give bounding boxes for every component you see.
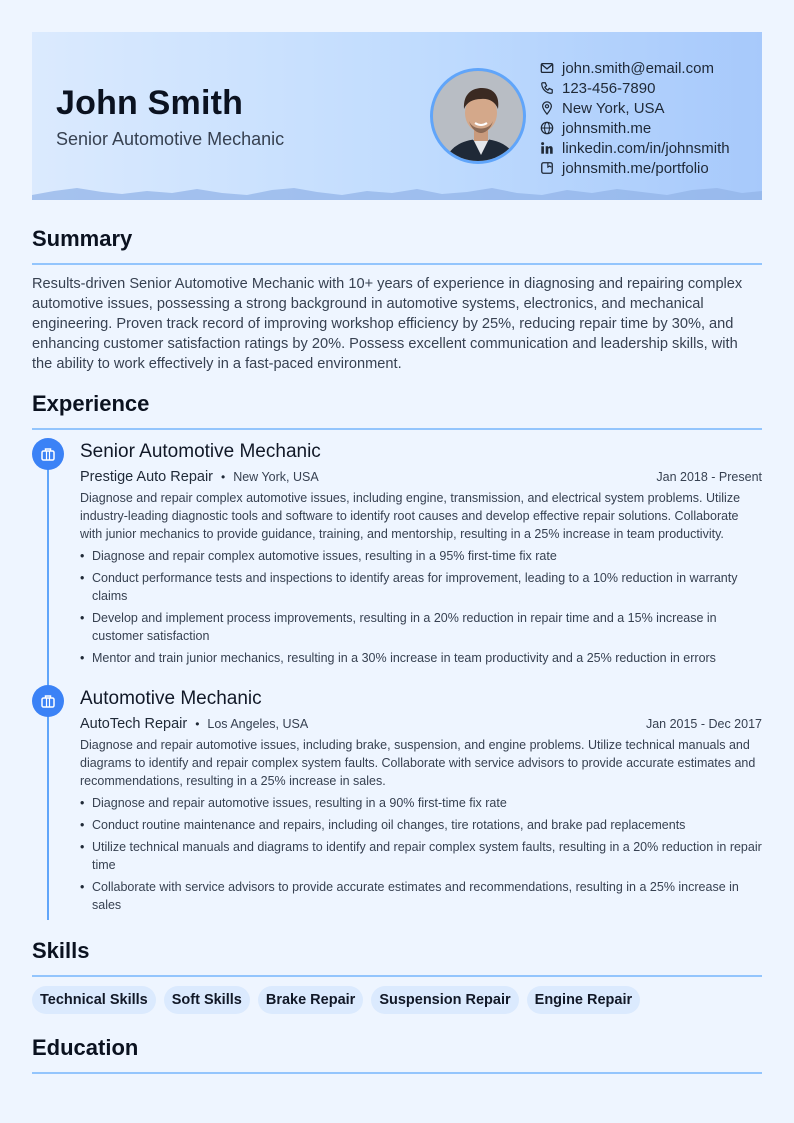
- job-entry: [80, 439, 762, 671]
- contact-text: 123-456-7890: [562, 79, 656, 97]
- briefcase-icon: [40, 693, 56, 709]
- list-item: • Diagnose and repair automotive issues, resulting in a 90% first-time fix rate: [80, 794, 762, 812]
- summary-heading: Summary: [32, 226, 133, 251]
- job-dates: Jan 2015 - Dec 2017: [645, 717, 762, 731]
- job-meta: [80, 712, 762, 736]
- linkedin-icon: [540, 141, 554, 155]
- job-achievements: [80, 794, 762, 914]
- portfolio-icon: [540, 161, 554, 175]
- contact-text: johnsmith.me/portfolio: [562, 159, 709, 177]
- job-entry: [80, 686, 762, 918]
- job-marker: [32, 685, 64, 717]
- job-marker: [32, 438, 64, 470]
- summary-divider: [32, 263, 762, 265]
- contact-location: [540, 98, 730, 118]
- phone-icon: [540, 81, 554, 95]
- contact-text: linkedin.com/in/johnsmith: [562, 139, 730, 157]
- skills-list: [32, 986, 640, 1014]
- job-location: New York, USA: [233, 470, 319, 484]
- list-item: • Diagnose and repair complex automotive issues, resulting in a 95% first-time fix rate: [80, 547, 762, 565]
- meta-separator: •: [195, 717, 200, 731]
- job-company: Prestige Auto Repair: [80, 469, 213, 485]
- skill-chip: Soft Skills: [164, 986, 250, 1014]
- job-company: AutoTech Repair: [80, 716, 188, 732]
- education-divider: [32, 1072, 762, 1074]
- skills-divider: [32, 975, 762, 977]
- list-item: • Collaborate with service advisors to provide accurate estimates and recommendations, resulting in a 25% increase in sales: [80, 878, 762, 914]
- skill-chip: Engine Repair: [527, 986, 641, 1014]
- contact-list: [540, 58, 730, 178]
- list-item: • Conduct routine maintenance and repairs, including oil changes, tire rotations, and brake pad replacements: [80, 816, 762, 834]
- candidate-name: John Smith: [56, 84, 244, 122]
- contact-linkedin[interactable]: [540, 138, 730, 158]
- meta-separator: •: [221, 470, 226, 484]
- skills-heading: Skills: [32, 938, 90, 963]
- job-title: Senior Automotive Mechanic: [80, 441, 321, 462]
- experience-timeline: [47, 448, 49, 920]
- contact-phone[interactable]: [540, 78, 730, 98]
- job-title: Automotive Mechanic: [80, 688, 262, 709]
- skill-chip: Brake Repair: [258, 986, 363, 1014]
- experience-heading: Experience: [32, 391, 150, 416]
- job-description: Diagnose and repair complex automotive issues, including engine, transmission, and electrical system problems. Utilize industry-leading diagnostic tools and software to identify root causes and develop effective repair solutions. Collaborate with junior mechanics to provide guidance, training, and mentorship, resulting in a 25% increase in team productivity.: [80, 491, 741, 541]
- education-heading: Education: [32, 1035, 139, 1060]
- job-description: Diagnose and repair automotive issues, including brake, suspension, and engine problems. Utilize technical manuals and diagrams to identify and repair complex system faults. Collaborate with service advisors to provide accurate estimates and recommendations, resulting in a 25% increase in sales.: [80, 738, 756, 788]
- list-item: • Develop and implement process improvements, resulting in a 20% reduction in repair time and a 15% increase in customer satisfaction: [80, 609, 762, 645]
- experience-divider: [32, 428, 762, 430]
- contact-website[interactable]: [540, 118, 730, 138]
- skill-chip: Technical Skills: [32, 986, 156, 1014]
- list-item: • Conduct performance tests and inspections to identify areas for improvement, leading to a 10% reduction in warranty claims: [80, 569, 762, 605]
- contact-email[interactable]: [540, 58, 730, 78]
- skill-chip: Suspension Repair: [371, 986, 518, 1014]
- list-item: • Mentor and train junior mechanics, resulting in a 30% increase in team productivity and a 25% reduction in errors: [80, 649, 762, 667]
- job-location: Los Angeles, USA: [207, 717, 309, 731]
- candidate-title: Senior Automotive Mechanic: [56, 129, 285, 149]
- list-item: • Utilize technical manuals and diagrams to identify and repair complex system faults, resulting in a 20% reduction in repair time: [80, 838, 762, 874]
- contact-text: New York, USA: [562, 99, 665, 117]
- contact-text: johnsmith.me: [562, 119, 652, 137]
- job-dates: Jan 2018 - Present: [656, 470, 762, 484]
- mail-icon: [540, 61, 554, 75]
- contact-portfolio[interactable]: [540, 158, 730, 178]
- summary-text: Results-driven Senior Automotive Mechanic with 10+ years of experience in diagnosing and repairing complex automotive issues, possessing a strong background in automotive systems, electronics, and mechanical engineering. Proven track record of improving workshop efficiency by 25%, reducing repair time by 30%, and enhancing customer satisfaction ratings by 20%. Possess excellent communication and leadership skills, with the ability to work effectively in a fast-paced environment.: [32, 276, 743, 372]
- briefcase-icon: [40, 446, 56, 462]
- profile-photo: [430, 68, 526, 164]
- job-achievements: [80, 547, 762, 667]
- contact-text: john.smith@email.com: [562, 59, 714, 77]
- header-wave-decoration: [32, 184, 762, 200]
- resume-header: [32, 32, 762, 200]
- job-meta: [80, 465, 762, 489]
- globe-icon: [540, 121, 554, 135]
- location-icon: [540, 101, 554, 115]
